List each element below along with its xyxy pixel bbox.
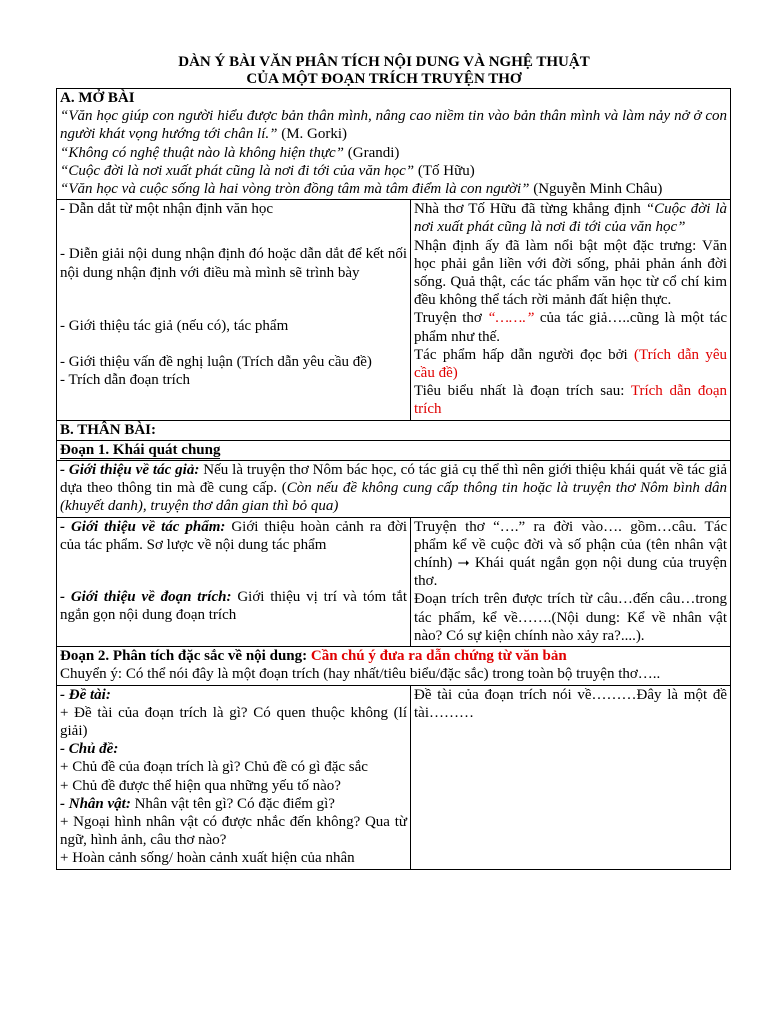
- mo-bai-right-p1: Nhà thơ Tố Hữu đã từng khẳng định “Cuộc đời là nơi xuất phát cũng là nơi đi tới của văn học”: [414, 201, 727, 236]
- quote-1: “Văn học giúp con người hiểu được bản thân mình, nâng cao niềm tin vào bản thân mình và làm nảy nở ở con người khát vọng hướng tới chân lí.” (M. Gorki): [60, 108, 728, 143]
- title-line-2: CỦA MỘT ĐOẠN TRÍCH TRUYỆN THƠ: [246, 71, 522, 87]
- mo-bai-right-p2: Nhận định ấy đã làm nổi bật một đặc trưng: Văn học phải gắn liền với đời sống, phải phản ánh đời sống. Quả thật, các tác phẩm văn học từ cổ chí kim đều không thể tách rời mảnh đất hiện thực.: [414, 237, 728, 309]
- doan1-heading: Đoạn 1. Khái quát chung: [60, 441, 221, 458]
- de-tai-question: + Đề tài của đoạn trích là gì? Có quen thuộc không (lí giải): [60, 704, 407, 739]
- doan2-heading-row: [57, 647, 731, 685]
- doan1-tac-gia-row: [57, 461, 731, 518]
- doan2-left-cell: [57, 685, 411, 869]
- mo-bai-item-3: - Giới thiệu tác giả (nếu có), tác phẩm: [60, 317, 289, 334]
- doan1-right-p2: Đoạn trích trên được trích từ câu…đến câu…trong tác phẩm, kể về…….(Nội dung: Kể về nhân vật nào? Có sự kiện chính nào xảy ra?....).: [414, 591, 728, 644]
- nhan-vat-question-2: + Hoàn cảnh sống/ hoàn cảnh xuất hiện của nhân: [60, 850, 355, 867]
- doan1-tac-pham: - Giới thiệu về tác phẩm: Giới thiệu hoàn cảnh ra đời của tác phẩm. Sơ lược về nội dung tác phẩm: [60, 518, 407, 553]
- mo-bai-item-5: - Trích dẫn đoạn trích: [60, 372, 190, 389]
- doan1-body-row: [57, 517, 731, 646]
- than-bai-heading: B. THÂN BÀI:: [57, 420, 731, 440]
- document-title: [0, 54, 768, 88]
- de-tai-label: - Đề tài:: [60, 686, 111, 703]
- doan1-heading-cell: [57, 440, 731, 460]
- mo-bai-heading: A. MỞ BÀI: [60, 90, 135, 106]
- chu-de-question-1: + Chủ đề của đoạn trích là gì? Chủ đề có gì đặc sắc: [60, 759, 368, 776]
- quote-4: “Văn học và cuộc sống là hai vòng tròn đồng tâm mà tâm điểm là con người” (Nguyễn Minh Châu): [60, 181, 663, 198]
- doan1-heading-row: [57, 440, 731, 460]
- doan1-right-p1: Truyện thơ “….” ra đời vào…. gồm…câu. Tác phẩm kể về cuộc đời và số phận của (tên nhân vật chính) ⭢ Khái quát ngắn gọn nội dung của truyện thơ.: [414, 518, 728, 590]
- mo-bai-item-2: - Diễn giải nội dung nhận định đó hoặc dẫn dắt để kết nối nội dung nhận định với điều mà mình sẽ trình bày: [60, 246, 407, 281]
- doan2-right-cell: [411, 685, 731, 869]
- doan1-tac-gia-cell: - Giới thiệu về tác giả: Nếu là truyện thơ Nôm bác học, có tác giả cụ thể thì nên giới thiệu khái quát về tác giả dựa theo thông tin mà đề cung cấp. (Còn nếu đề không cung cấp thông tin hoặc là truyện thơ Nôm bình dân (khuyết danh), truyện thơ dân gian thì bỏ qua): [57, 461, 731, 518]
- doan1-doan-trich: - Giới thiệu về đoạn trích: Giới thiệu vị trí và tóm tắt ngắn gọn nội dung đoạn trích: [60, 589, 407, 624]
- nhan-vat-line: - Nhân vật: Nhân vật tên gì? Có đặc điểm gì?: [60, 795, 335, 812]
- mo-bai-item-4: - Giới thiệu vấn đề nghị luận (Trích dẫn yêu cầu đề): [60, 354, 372, 371]
- mo-bai-right-p3: Truyện thơ “…….” của tác giả…..cũng là một tác phẩm như thế.: [414, 310, 728, 345]
- doan1-right-cell: [411, 517, 731, 646]
- than-bai-heading-row: [57, 420, 731, 440]
- mo-bai-item-1: - Dẫn dắt từ một nhận định văn học: [60, 201, 274, 218]
- doan2-heading-cell: [57, 647, 731, 685]
- doan2-right-p1: Đề tài của đoạn trích nói về………Đây là một đề tài………: [414, 686, 728, 721]
- doan2-heading: Đoạn 2. Phân tích đặc sắc về nội dung: Cần chú ý đưa ra dẫn chứng từ văn bản: [60, 648, 567, 665]
- nhan-vat-question-1: + Ngoại hình nhân vật có được nhắc đến không? Qua từ ngữ, hình ảnh, câu thơ nào?: [60, 813, 407, 849]
- chu-de-question-2: + Chủ đề được thể hiện qua những yếu tố nào?: [60, 777, 341, 794]
- mo-bai-right-p4: Tác phẩm hấp dẫn người đọc bởi (Trích dẫn yêu cầu đề): [414, 346, 728, 382]
- doan2-body-row: [57, 685, 731, 869]
- mo-bai-left-cell: [57, 200, 411, 420]
- doan2-transition: Chuyển ý: Có thể nói đây là một đoạn trích (hay nhất/tiêu biểu/đặc sắc) trong toàn bộ truyện thơ…..: [60, 666, 661, 683]
- mo-bai-header-row: [57, 89, 731, 200]
- mo-bai-right-cell: [411, 200, 731, 420]
- quote-2: “Không có nghệ thuật nào là không hiện thực” (Grandi): [60, 144, 400, 161]
- chu-de-label: - Chủ đề:: [60, 741, 119, 758]
- mo-bai-right-p5: Tiêu biểu nhất là đoạn trích sau: Trích dẫn đoạn trích: [414, 383, 728, 418]
- quote-3: “Cuộc đời là nơi xuất phát cũng là nơi đi tới của văn học” (Tố Hữu): [60, 162, 475, 179]
- title-line-1: DÀN Ý BÀI VĂN PHÂN TÍCH NỘI DUNG VÀ NGHỆ THUẬT: [178, 54, 590, 70]
- mo-bai-body-row: [57, 200, 731, 420]
- mo-bai-header-cell: [57, 89, 731, 200]
- outline-table: [56, 88, 731, 870]
- doan1-left-cell: [57, 517, 411, 646]
